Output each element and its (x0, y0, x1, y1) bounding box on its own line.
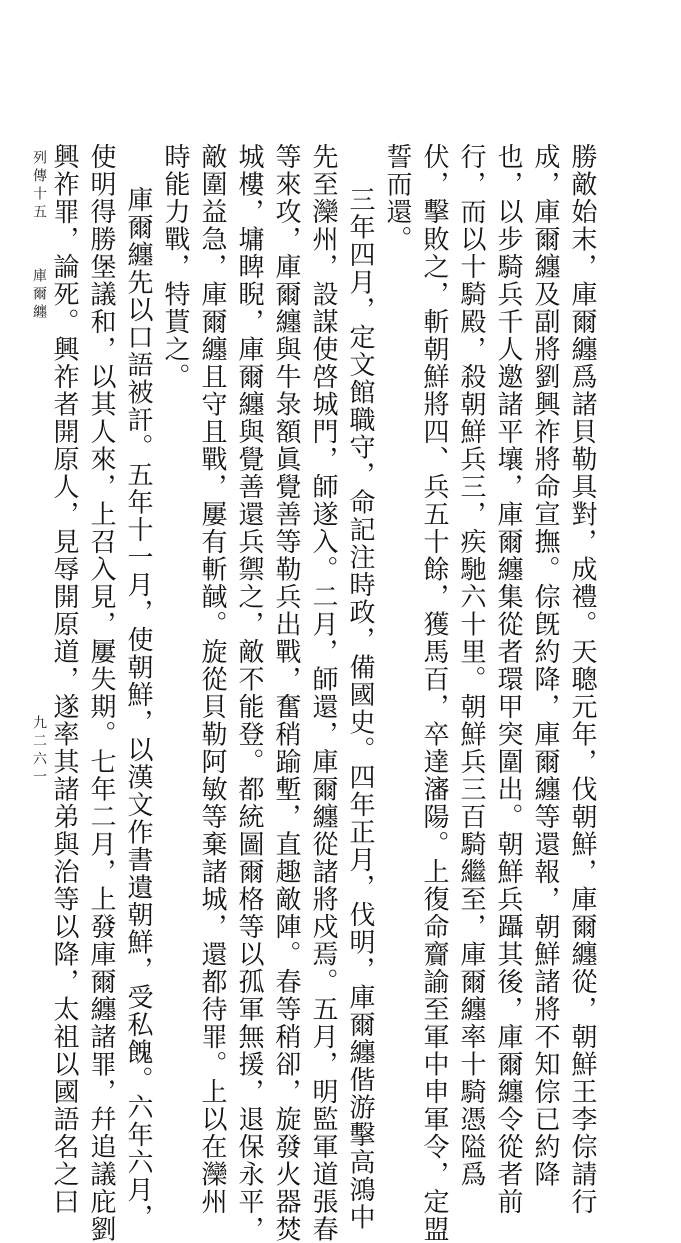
column-text: 使明得勝堡議和，以其人來，上召入見，屢失期。七年二月，上發庫爾纏諸罪，幷追議庇劉 (86, 143, 116, 1243)
column-text: 先至灤州，設謀使啓城門，師遂入。二月，師還，庫爾纏從諸將戍焉。五月，明監軍道張春 (308, 143, 338, 1243)
subject-header: 庫爾纏 (31, 268, 47, 322)
column-text: 庫爾纏先以口語被訐。五年十一月，使朝鮮，以漢文作書遺朝鮮，受私餽。六年六月， (123, 186, 153, 1231)
column-text: 成，庫爾纏及副將劉興祚將命宣撫。倧旣約降，庫爾纏等還報，朝鮮諸將不知倧已約降 (530, 143, 560, 1188)
column-text: 敵圍益急，庫爾纏且守且戰，屢有斬馘。旋從貝勒阿敏等棄諸城，還都待罪。上以在灤州 (197, 143, 227, 1216)
column-text: 勝敵始末，庫爾纏爲諸貝勒具對，成禮。天聰元年，伐朝鮮，庫爾纏從，朝鮮王李倧請行 (567, 143, 597, 1216)
column-text: 誓而還。 (382, 143, 412, 253)
chapter-header: 列傳十五 (31, 150, 47, 222)
column-text: 時能力戰，特貰之。 (160, 143, 190, 391)
column-text: 也，以步騎兵千人邀諸平壤，庫爾纏集從者環甲突圍出。朝鮮兵躡其後，庫爾纏令從者前 (493, 143, 523, 1216)
column-text: 三年四月，定文館職守，命記注時政，備國史。四年正月，伐明，庫爾纏偕游擊高鴻中 (345, 186, 375, 1231)
page-number: 九二六一 (31, 715, 47, 787)
column-text: 等來攻，庫爾纏與牛彔額眞覺善等勒兵出戰，奮稍踰塹，直趣敵陣。春等稍卻，旋發火器焚 (271, 143, 301, 1243)
column-text: 行，而以十騎殿，殺朝鮮兵三，疾馳六十里。朝鮮兵三百騎繼至，庫爾纏率十騎憑隘爲 (456, 143, 486, 1188)
column-text: 伏，擊敗之，斬朝鮮將四、兵五十餘，獲馬百，卒達瀋陽。上復命齎諭至軍中申軍令，定盟 (419, 143, 449, 1243)
column-text: 城樓，墉睥睨，庫爾纏與覺善還兵禦之，敵不能登。都統圖爾格等以孤軍無援，退保永平， (234, 143, 264, 1243)
column-text: 興祚罪，論死。興祚者開原人，見辱開原道，遂率其諸弟與治等以降，太祖以國語名之曰 (49, 143, 79, 1216)
